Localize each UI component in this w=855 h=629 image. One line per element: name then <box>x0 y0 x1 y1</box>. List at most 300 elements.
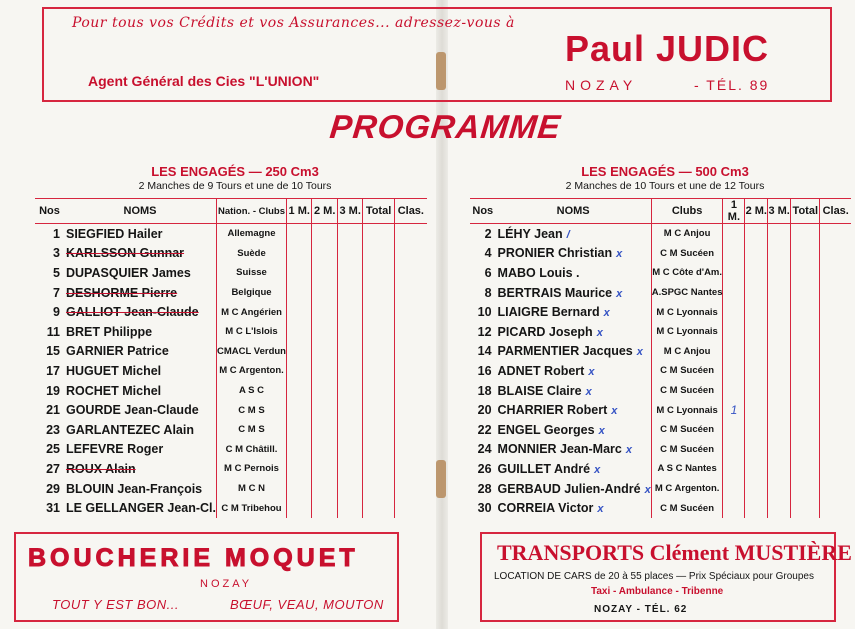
result-clas <box>820 400 851 420</box>
result-2m <box>312 420 337 440</box>
result-1m <box>723 244 745 264</box>
table-row <box>35 400 427 420</box>
entry-club: Suède <box>217 244 287 264</box>
col-header: 1 M. <box>723 199 745 224</box>
table-header-row <box>470 199 851 224</box>
entry-number: 20 <box>477 403 492 418</box>
right-subheading: 2 Manches de 10 Tours et une de 12 Tours <box>565 180 765 192</box>
result-1m <box>723 361 745 381</box>
result-clas <box>820 302 851 322</box>
bottom-staple <box>436 460 446 498</box>
result-3m <box>768 459 791 479</box>
result-2m <box>745 400 768 420</box>
table-row <box>470 459 851 479</box>
table-row <box>470 342 851 362</box>
result-1m <box>723 420 745 440</box>
result-clas <box>394 322 427 342</box>
col-header: 2 M. <box>312 199 337 224</box>
table-row <box>35 244 427 264</box>
result-2m <box>745 263 768 283</box>
result-clas <box>394 224 427 244</box>
result-clas <box>394 244 427 264</box>
entry-name-text: ADNET Robert <box>497 363 585 378</box>
result-total <box>791 498 820 518</box>
result-1m <box>286 224 311 244</box>
result-3m <box>337 381 362 401</box>
entry-name: GOURDE Jean-Claude <box>65 403 199 418</box>
entry-name: HUGUET Michel <box>65 363 162 378</box>
result-1m <box>286 244 311 264</box>
butcher-title: BOUCHERIE MOQUET <box>28 544 359 572</box>
entry-club: A S C <box>217 381 287 401</box>
result-3m <box>337 459 362 479</box>
col-header: 3 M. <box>768 199 791 224</box>
entry-number: 18 <box>477 383 492 398</box>
result-total <box>791 420 820 440</box>
right-entries-table <box>470 198 851 518</box>
pen-mark: x <box>611 405 618 418</box>
entry-name-text: PICARD Joseph <box>497 324 593 339</box>
result-total <box>363 263 394 283</box>
entry-club: C M Sucéen <box>651 381 723 401</box>
table-row <box>35 302 427 322</box>
table-row <box>470 479 851 499</box>
result-2m <box>745 420 768 440</box>
result-1m <box>286 302 311 322</box>
entry-name <box>496 440 652 460</box>
entry-number: 14 <box>477 344 492 359</box>
table-row <box>470 302 851 322</box>
result-clas <box>394 440 427 460</box>
table-row <box>470 224 851 244</box>
result-2m <box>745 302 768 322</box>
result-1m <box>723 224 745 244</box>
pen-mark: x <box>594 463 601 476</box>
result-3m <box>337 302 362 322</box>
transport-title: TRANSPORTS Clément MUSTIÈRE <box>497 540 852 565</box>
result-2m <box>312 342 337 362</box>
entry-number: 22 <box>477 422 492 437</box>
result-clas <box>820 459 851 479</box>
result-2m <box>312 361 337 381</box>
result-clas <box>394 498 427 518</box>
result-1m <box>723 342 745 362</box>
ad-phone: - TÉL. 89 <box>694 77 770 93</box>
entry-name-text: LÉHY Jean <box>497 226 563 241</box>
result-2m <box>312 263 337 283</box>
result-1m <box>286 420 311 440</box>
entry-club: Allemagne <box>217 224 287 244</box>
entry-number: 30 <box>477 501 492 516</box>
entry-name <box>496 459 652 479</box>
result-3m <box>768 381 791 401</box>
entry-name: SIEGFIED Hailer <box>65 226 163 241</box>
result-total <box>791 244 820 264</box>
result-total <box>363 459 394 479</box>
entry-club: M C Anjou <box>651 224 723 244</box>
entry-number: 6 <box>484 265 492 280</box>
entry-name: DESHORME Pierre <box>65 285 178 300</box>
col-header: NOMS <box>64 199 217 224</box>
result-1m <box>286 440 311 460</box>
pen-mark: x <box>597 503 604 516</box>
result-3m <box>768 361 791 381</box>
entry-name: GALLIOT Jean-Claude <box>65 305 199 320</box>
result-total <box>791 342 820 362</box>
entry-club: CMACL Verdun <box>217 342 287 362</box>
result-2m <box>745 498 768 518</box>
result-total <box>363 342 394 362</box>
result-3m <box>337 224 362 244</box>
result-2m <box>745 479 768 499</box>
result-2m <box>745 459 768 479</box>
entry-name <box>496 498 652 518</box>
butcher-products: BŒUF, VEAU, MOUTON <box>230 597 384 612</box>
entry-name: LE GELLANGER Jean-Cl. <box>65 501 217 516</box>
result-total <box>791 224 820 244</box>
entry-club: Belgique <box>217 283 287 303</box>
result-3m <box>768 440 791 460</box>
result-3m <box>337 322 362 342</box>
result-3m <box>337 263 362 283</box>
right-heading: LES ENGAGÉS — 500 Cm3 <box>581 164 749 179</box>
entry-club: M C L'Islois <box>217 322 287 342</box>
pen-mark: x <box>644 483 651 496</box>
entry-name-text: MONNIER Jean-Marc <box>497 442 622 457</box>
entry-number: 4 <box>484 246 492 261</box>
result-clas <box>820 440 851 460</box>
entry-name <box>496 479 652 499</box>
result-1m <box>723 479 745 499</box>
table-row <box>470 361 851 381</box>
result-2m <box>745 283 768 303</box>
result-total <box>791 440 820 460</box>
result-clas <box>394 263 427 283</box>
entry-number: 17 <box>46 363 60 378</box>
result-total <box>363 400 394 420</box>
result-3m <box>768 283 791 303</box>
result-2m <box>745 244 768 264</box>
result-3m <box>768 224 791 244</box>
table-row <box>470 283 851 303</box>
transport-contact: NOZAY - TÉL. 62 <box>594 604 688 615</box>
entry-name: ROUX Alain <box>65 461 136 476</box>
result-2m <box>745 440 768 460</box>
entry-club: M C Argenton. <box>651 479 723 499</box>
ad-town: NOZAY <box>565 77 638 93</box>
result-1m <box>723 263 745 283</box>
entry-name-text: GERBAUD Julien-André <box>497 481 641 496</box>
col-header: Clas. <box>394 199 427 224</box>
entry-club: A.SPGC Nantes <box>651 283 723 303</box>
result-total <box>363 224 394 244</box>
table-header-row <box>35 199 427 224</box>
pen-mark: x <box>603 307 610 320</box>
table-row <box>470 244 851 264</box>
col-header: Clubs <box>651 199 723 224</box>
col-header: Nos <box>35 199 64 224</box>
entry-club: C M Sucéen <box>651 498 723 518</box>
result-2m <box>745 322 768 342</box>
result-1m <box>723 381 745 401</box>
result-3m <box>337 420 362 440</box>
entry-name-text: GUILLET André <box>497 461 591 476</box>
result-total <box>363 302 394 322</box>
entry-club: M C Argenton. <box>217 361 287 381</box>
entry-number: 31 <box>46 501 60 516</box>
result-3m <box>337 440 362 460</box>
result-3m <box>768 322 791 342</box>
pen-mark: x <box>598 424 605 437</box>
entry-club: C M Châtill. <box>217 440 287 460</box>
entry-number: 1 <box>53 226 60 241</box>
result-1m <box>723 498 745 518</box>
entry-club: Suisse <box>217 263 287 283</box>
butcher-town: NOZAY <box>200 578 253 590</box>
result-2m <box>312 459 337 479</box>
result-clas <box>820 498 851 518</box>
result-total <box>363 420 394 440</box>
entry-number: 7 <box>53 285 60 300</box>
result-clas <box>394 381 427 401</box>
entry-club: C M Sucéen <box>651 420 723 440</box>
result-clas <box>820 244 851 264</box>
result-1m <box>723 283 745 303</box>
entry-club: C M Sucéen <box>651 440 723 460</box>
table-row <box>35 420 427 440</box>
result-1m <box>286 400 311 420</box>
entry-number: 3 <box>53 246 60 261</box>
result-total <box>363 244 394 264</box>
entry-name: ROCHET Michel <box>65 383 162 398</box>
entry-name <box>496 361 652 381</box>
entry-name <box>496 400 652 420</box>
left-heading: LES ENGAGÉS — 250 Cm3 <box>151 164 319 179</box>
entry-name: MABO Louis . <box>497 265 580 280</box>
entry-number: 15 <box>46 344 60 359</box>
table-row <box>470 381 851 401</box>
result-1m <box>723 440 745 460</box>
result-3m <box>768 400 791 420</box>
entry-number: 9 <box>53 305 60 320</box>
table-row <box>470 440 851 460</box>
transport-services: Taxi - Ambulance - Tribenne <box>591 586 724 597</box>
result-2m <box>745 361 768 381</box>
entry-name: KARLSSON Gunnar <box>65 246 185 261</box>
entry-number: 5 <box>53 265 60 280</box>
col-header: Total <box>791 199 820 224</box>
result-total <box>791 381 820 401</box>
transport-location: LOCATION DE CARS de 20 à 55 places — Prix Spéciaux pour Groupes <box>494 571 814 582</box>
result-1m <box>286 322 311 342</box>
entry-name-text: PARMENTIER Jacques <box>497 344 633 359</box>
col-header: 3 M. <box>337 199 362 224</box>
entry-name <box>496 322 652 342</box>
table-row <box>35 479 427 499</box>
table-row <box>35 440 427 460</box>
left-subheading: 2 Manches de 9 Tours et une de 10 Tours <box>138 180 332 192</box>
result-1m <box>286 361 311 381</box>
entry-club: M C Anjou <box>651 342 723 362</box>
result-3m <box>337 400 362 420</box>
result-total <box>791 479 820 499</box>
pen-mark: / <box>566 228 570 241</box>
entry-club: M C Côte d'Am. <box>651 263 723 283</box>
col-header: Clas. <box>820 199 851 224</box>
entry-club: M C N <box>217 479 287 499</box>
table-row <box>35 361 427 381</box>
entry-club: M C Lyonnais <box>651 322 723 342</box>
entry-number: 26 <box>477 461 492 476</box>
result-2m <box>312 322 337 342</box>
result-clas <box>820 224 851 244</box>
entry-club: M C Angérien <box>217 302 287 322</box>
result-1m <box>286 459 311 479</box>
result-1m <box>286 498 311 518</box>
result-2m <box>312 400 337 420</box>
table-row <box>35 342 427 362</box>
entry-number: 10 <box>477 305 492 320</box>
pen-mark: x <box>588 365 595 378</box>
butcher-slogan: TOUT Y EST BON... <box>52 597 179 612</box>
pen-mark: x <box>616 248 623 261</box>
result-clas <box>394 420 427 440</box>
col-header: Total <box>363 199 394 224</box>
result-3m <box>337 342 362 362</box>
pen-mark: x <box>616 287 623 300</box>
col-header: Nos <box>470 199 496 224</box>
entry-name: GARLANTEZEC Alain <box>65 422 194 437</box>
table-row <box>35 263 427 283</box>
entry-number: 12 <box>477 324 492 339</box>
col-header: 1 M. <box>286 199 311 224</box>
result-2m <box>745 342 768 362</box>
table-row <box>470 322 851 342</box>
entry-name-text: CORREIA Victor <box>497 501 594 516</box>
result-total <box>363 361 394 381</box>
entry-club: M C Lyonnais <box>651 400 723 420</box>
result-total <box>791 400 820 420</box>
result-total <box>363 322 394 342</box>
ad-slogan: Pour tous vos Crédits et vos Assurances... adressez-vous à <box>72 15 515 31</box>
table-row <box>470 263 851 283</box>
col-header: 2 M. <box>745 199 768 224</box>
entry-name: BLOUIN Jean-François <box>65 481 203 496</box>
entry-name-text: PRONIER Christian <box>497 246 613 261</box>
result-3m <box>337 498 362 518</box>
result-total <box>363 381 394 401</box>
result-clas <box>394 400 427 420</box>
result-clas <box>820 381 851 401</box>
entry-number: 19 <box>46 383 60 398</box>
result-3m <box>768 498 791 518</box>
result-1m <box>286 283 311 303</box>
result-total <box>363 440 394 460</box>
entry-club: A S C Nantes <box>651 459 723 479</box>
result-2m <box>745 381 768 401</box>
result-clas <box>394 302 427 322</box>
result-2m <box>312 381 337 401</box>
entry-name-text: BLAISE Claire <box>497 383 582 398</box>
result-clas <box>820 479 851 499</box>
result-3m <box>768 420 791 440</box>
entry-number: 28 <box>477 481 492 496</box>
result-2m <box>312 302 337 322</box>
entry-name-text: LIAIGRE Bernard <box>497 305 600 320</box>
result-3m <box>337 479 362 499</box>
result-clas <box>820 322 851 342</box>
result-3m <box>768 479 791 499</box>
table-row <box>470 420 851 440</box>
result-clas <box>820 283 851 303</box>
entry-name <box>496 283 652 303</box>
result-total <box>791 322 820 342</box>
entry-number: 24 <box>477 442 492 457</box>
result-total <box>363 479 394 499</box>
result-3m <box>337 283 362 303</box>
pen-mark: x <box>636 346 643 359</box>
table-row <box>35 381 427 401</box>
entry-club: M C Pernois <box>217 459 287 479</box>
result-2m <box>312 244 337 264</box>
entry-club: C M S <box>217 400 287 420</box>
result-2m <box>312 224 337 244</box>
entry-number: 27 <box>46 461 60 476</box>
result-1m <box>723 302 745 322</box>
table-row <box>35 498 427 518</box>
col-header: Nation. - Clubs <box>217 199 287 224</box>
result-2m <box>312 440 337 460</box>
entry-name: DUPASQUIER James <box>65 265 191 280</box>
entry-name <box>496 224 652 244</box>
result-total <box>363 498 394 518</box>
entry-name-text: BERTRAIS Maurice <box>497 285 613 300</box>
entry-club: C M Sucéen <box>651 244 723 264</box>
entry-number: 11 <box>46 324 60 339</box>
pen-mark: x <box>596 326 603 339</box>
entry-number: 16 <box>477 363 492 378</box>
entry-name-text: CHARRIER Robert <box>497 403 608 418</box>
entry-name: BRET Philippe <box>65 324 153 339</box>
result-2m <box>312 498 337 518</box>
result-3m <box>768 263 791 283</box>
left-entries-table <box>35 198 427 518</box>
entry-number: 8 <box>484 285 492 300</box>
table-row <box>470 400 851 420</box>
result-2m <box>312 283 337 303</box>
result-clas <box>394 459 427 479</box>
result-clas <box>820 263 851 283</box>
entry-number: 2 <box>484 226 492 241</box>
result-2m <box>312 479 337 499</box>
entry-number: 25 <box>46 442 60 457</box>
result-1m <box>723 322 745 342</box>
pen-mark: x <box>625 444 632 457</box>
entry-club: M C Lyonnais <box>651 302 723 322</box>
result-total <box>363 283 394 303</box>
result-3m <box>337 244 362 264</box>
col-header: NOMS <box>496 199 652 224</box>
result-3m <box>768 244 791 264</box>
result-1m <box>286 342 311 362</box>
entry-club: C M S <box>217 420 287 440</box>
result-clas <box>394 361 427 381</box>
result-clas <box>394 342 427 362</box>
result-clas <box>820 420 851 440</box>
table-row <box>35 322 427 342</box>
page-title: PROGRAMME <box>328 108 563 145</box>
result-total <box>791 302 820 322</box>
